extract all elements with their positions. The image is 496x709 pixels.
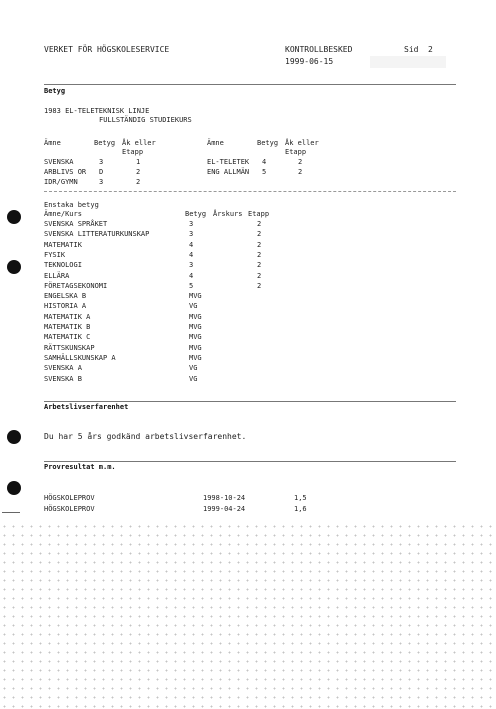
tests-heading: Provresultat m.m. [44, 463, 116, 471]
program-line: 1983 EL-TELETEKNISK LINJE [44, 107, 150, 115]
col-yearcourse: Årskurs [213, 210, 243, 218]
col-stage: Etapp [122, 148, 144, 156]
course-grade: 5 [189, 281, 194, 290]
test-date: 1999-04-24 [203, 505, 246, 513]
course-name: SVENSKA SPRÅKET [44, 220, 108, 228]
grades-heading: Betyg [44, 87, 66, 95]
course-name: ELLÄRA [44, 271, 70, 280]
grade-year: 2 [136, 178, 141, 186]
course-name: SVENSKA A [44, 364, 82, 373]
course-name: ENGELSKA B [44, 292, 87, 301]
grade-value: D [99, 168, 104, 176]
col-subject: Ämne [44, 139, 61, 147]
dotted-background [0, 522, 496, 709]
col-subject: Ämne [207, 139, 224, 147]
document-date: 1999-06-15 [285, 57, 334, 66]
course-grade: VG [189, 302, 198, 311]
grade-year: 2 [298, 168, 303, 176]
test-name: HÖGSKOLEPROV [44, 494, 95, 502]
course-grade: 4 [189, 240, 194, 249]
course-grade: MVG [189, 323, 202, 331]
course-grade: MVG [189, 333, 202, 342]
col-year: Åk eller [285, 139, 319, 147]
section-divider [44, 401, 456, 402]
section-divider [44, 461, 456, 462]
course-grade: MVG [189, 353, 202, 362]
grade-subject: ARBLIVS OR [44, 168, 87, 176]
course-stage: 2 [257, 240, 262, 249]
course-stage: 2 [257, 220, 262, 228]
course-name: MATEMATIK C [44, 333, 91, 342]
grade-subject: IDR/GYMN [44, 178, 78, 186]
col-stage: Etapp [248, 210, 270, 218]
course-stage: 2 [257, 250, 262, 259]
grade-value: 4 [262, 158, 267, 166]
col-grade: Betyg [185, 210, 207, 218]
grade-year: 2 [298, 158, 303, 166]
course-grade: 3 [189, 220, 194, 228]
course-name: RÄTTSKUNSKAP [44, 343, 95, 352]
test-score: 1,5 [294, 494, 307, 502]
punch-hole [7, 260, 21, 274]
course-name: MATEMATIK B [44, 323, 91, 331]
course-stage: 2 [257, 271, 262, 280]
work-heading: Arbetslivserfarenhet [44, 403, 129, 411]
col-grade: Betyg [257, 139, 279, 147]
course-stage: 2 [257, 261, 262, 270]
course-stage: 2 [257, 281, 262, 290]
page-label: Sid [404, 45, 419, 54]
course-grade: 3 [189, 261, 194, 270]
col-grade: Betyg [94, 139, 116, 147]
grade-value: 5 [262, 168, 267, 176]
page-number: 2 [428, 45, 433, 54]
course-name: SVENSKA LITTERATURKUNSKAP [44, 230, 150, 239]
course-grade: MVG [189, 312, 202, 321]
course-stage: 2 [257, 230, 262, 239]
punch-hole [7, 210, 21, 224]
redacted-field [370, 56, 446, 68]
document-type: KONTROLLBESKED [285, 45, 353, 54]
grade-subject: SVENSKA [44, 158, 74, 166]
test-name: HÖGSKOLEPROV [44, 505, 95, 513]
course-grade: 3 [189, 230, 194, 239]
section-divider [44, 84, 456, 85]
course-grade: MVG [189, 292, 202, 301]
course-name: FYSIK [44, 250, 66, 259]
punch-hole [7, 481, 21, 495]
dashed-divider [44, 191, 456, 192]
program-subtitle: FULLSTÄNDIG STUDIEKURS [99, 116, 192, 124]
course-name: MATEMATIK A [44, 312, 91, 321]
col-year: Åk eller [122, 139, 156, 147]
grade-value: 3 [99, 178, 104, 186]
grade-year: 2 [136, 168, 141, 176]
course-grade: VG [189, 374, 198, 383]
work-text: Du har 5 års godkänd arbetslivserfarenhet. [44, 432, 247, 441]
org-name: VERKET FÖR HÖGSKOLESERVICE [44, 45, 170, 54]
course-grade: MVG [189, 343, 202, 352]
course-name: HISTORIA A [44, 302, 87, 311]
course-grade: VG [189, 364, 198, 373]
grade-subject: EL-TELETEK [207, 158, 250, 166]
col-course: Ämne/Kurs [44, 210, 82, 218]
course-grade: 4 [189, 250, 194, 259]
test-date: 1998-10-24 [203, 494, 246, 502]
grade-value: 3 [99, 158, 104, 166]
course-name: TEKNOLOGI [44, 261, 82, 270]
course-name: SAMHÄLLSKUNSKAP A [44, 353, 116, 362]
single-grades-heading: Enstaka betyg [44, 201, 99, 209]
course-name: FÖRETAGSEKONOMI [44, 281, 108, 290]
margin-mark [2, 512, 20, 513]
col-stage: Etapp [285, 148, 307, 156]
course-name: SVENSKA B [44, 374, 82, 383]
grade-subject: ENG ALLMÄN [207, 168, 250, 176]
test-score: 1,6 [294, 505, 307, 513]
punch-hole [7, 430, 21, 444]
course-grade: 4 [189, 271, 194, 280]
course-name: MATEMATIK [44, 240, 82, 249]
grade-year: 1 [136, 158, 141, 166]
